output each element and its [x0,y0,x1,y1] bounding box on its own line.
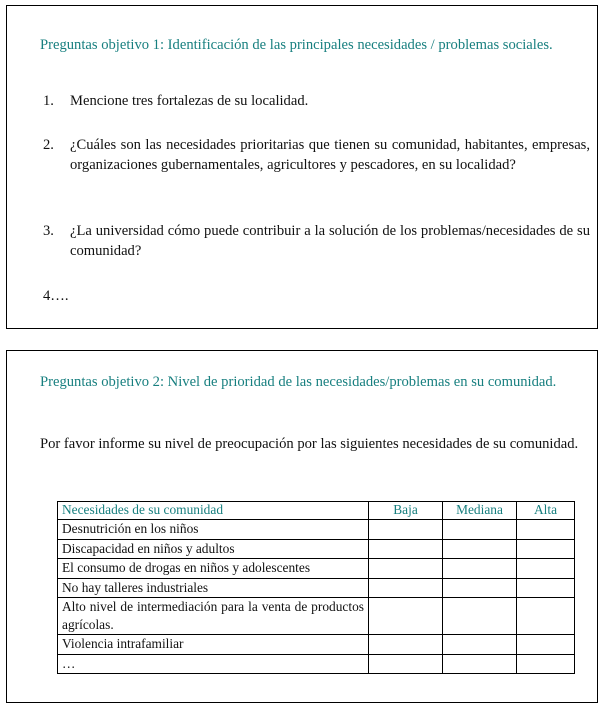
table-body [58,520,575,674]
checkbox-cell-alta[interactable] [517,520,575,540]
need-label: Desnutrición en los niños [58,520,369,540]
table-row [58,635,575,655]
checkbox-cell-alta[interactable] [517,539,575,559]
column-header-mediana: Mediana [443,502,517,520]
checkbox-cell-baja[interactable] [369,559,443,579]
checkbox-cell-alta[interactable] [517,598,575,635]
checkbox-cell-mediana[interactable] [443,598,517,635]
checkbox-cell-mediana[interactable] [443,539,517,559]
table-row [58,539,575,559]
section-2-heading: Preguntas objetivo 2: Nivel de prioridad de las necesidades/problemas en su comunidad. [40,374,557,390]
need-label: Discapacidad en niños y adultos [58,539,369,559]
question-text-1: Mencione tres fortalezas de su localidad. [70,93,309,109]
column-header-baja: Baja [369,502,443,520]
column-header-need: Necesidades de su comunidad [58,502,369,520]
checkbox-cell-alta[interactable] [517,578,575,598]
table-row [58,654,575,674]
checkbox-cell-baja[interactable] [369,635,443,655]
table-row [58,598,575,635]
table-row [58,520,575,540]
question-continuation: 4…. [43,288,69,304]
needs-priority-table [57,501,575,674]
checkbox-cell-mediana[interactable] [443,578,517,598]
section-1-heading: Preguntas objetivo 1: Identificación de las principales necesidades / problemas sociales. [40,37,553,53]
checkbox-cell-baja[interactable] [369,654,443,674]
checkbox-cell-mediana[interactable] [443,635,517,655]
question-item-1 [40,92,590,112]
need-label: No hay talleres industriales [58,578,369,598]
question-item-2 [40,136,590,175]
checkbox-cell-alta[interactable] [517,654,575,674]
checkbox-cell-mediana[interactable] [443,520,517,540]
checkbox-cell-alta[interactable] [517,559,575,579]
section-1-box [6,5,598,329]
checkbox-cell-alta[interactable] [517,635,575,655]
checkbox-cell-baja[interactable] [369,598,443,635]
need-label: El consumo de drogas en niños y adolescentes [58,559,369,579]
checkbox-cell-baja[interactable] [369,578,443,598]
question-number-1: 1. [43,93,54,109]
question-number-3: 3. [43,223,54,239]
section-2-box [6,350,598,703]
table-header-row [58,502,575,520]
table-row [58,559,575,579]
checkbox-cell-mediana[interactable] [443,654,517,674]
need-label: Violencia intrafamiliar [58,635,369,655]
column-header-alta: Alta [517,502,575,520]
section-2-intro: Por favor informe su nivel de preocupación por las siguientes necesidades de su comunidad. [40,436,579,452]
table-header [58,502,575,520]
question-text-3: ¿La universidad cómo puede contribuir a la solución de los problemas/necesidades de su comunidad? [70,223,590,259]
checkbox-cell-mediana[interactable] [443,559,517,579]
checkbox-cell-baja[interactable] [369,539,443,559]
question-item-3 [40,222,590,261]
question-text-2: ¿Cuáles son las necesidades prioritarias que tienen su comunidad, habitantes, empresas, organizaciones gubernamentales, agricultores y pescadores, en su localidad? [70,137,590,173]
table-row [58,578,575,598]
checkbox-cell-baja[interactable] [369,520,443,540]
need-label: Alto nivel de intermediación para la venta de productos agrícolas. [58,598,369,635]
need-label: … [58,654,369,674]
question-number-2: 2. [43,137,54,153]
